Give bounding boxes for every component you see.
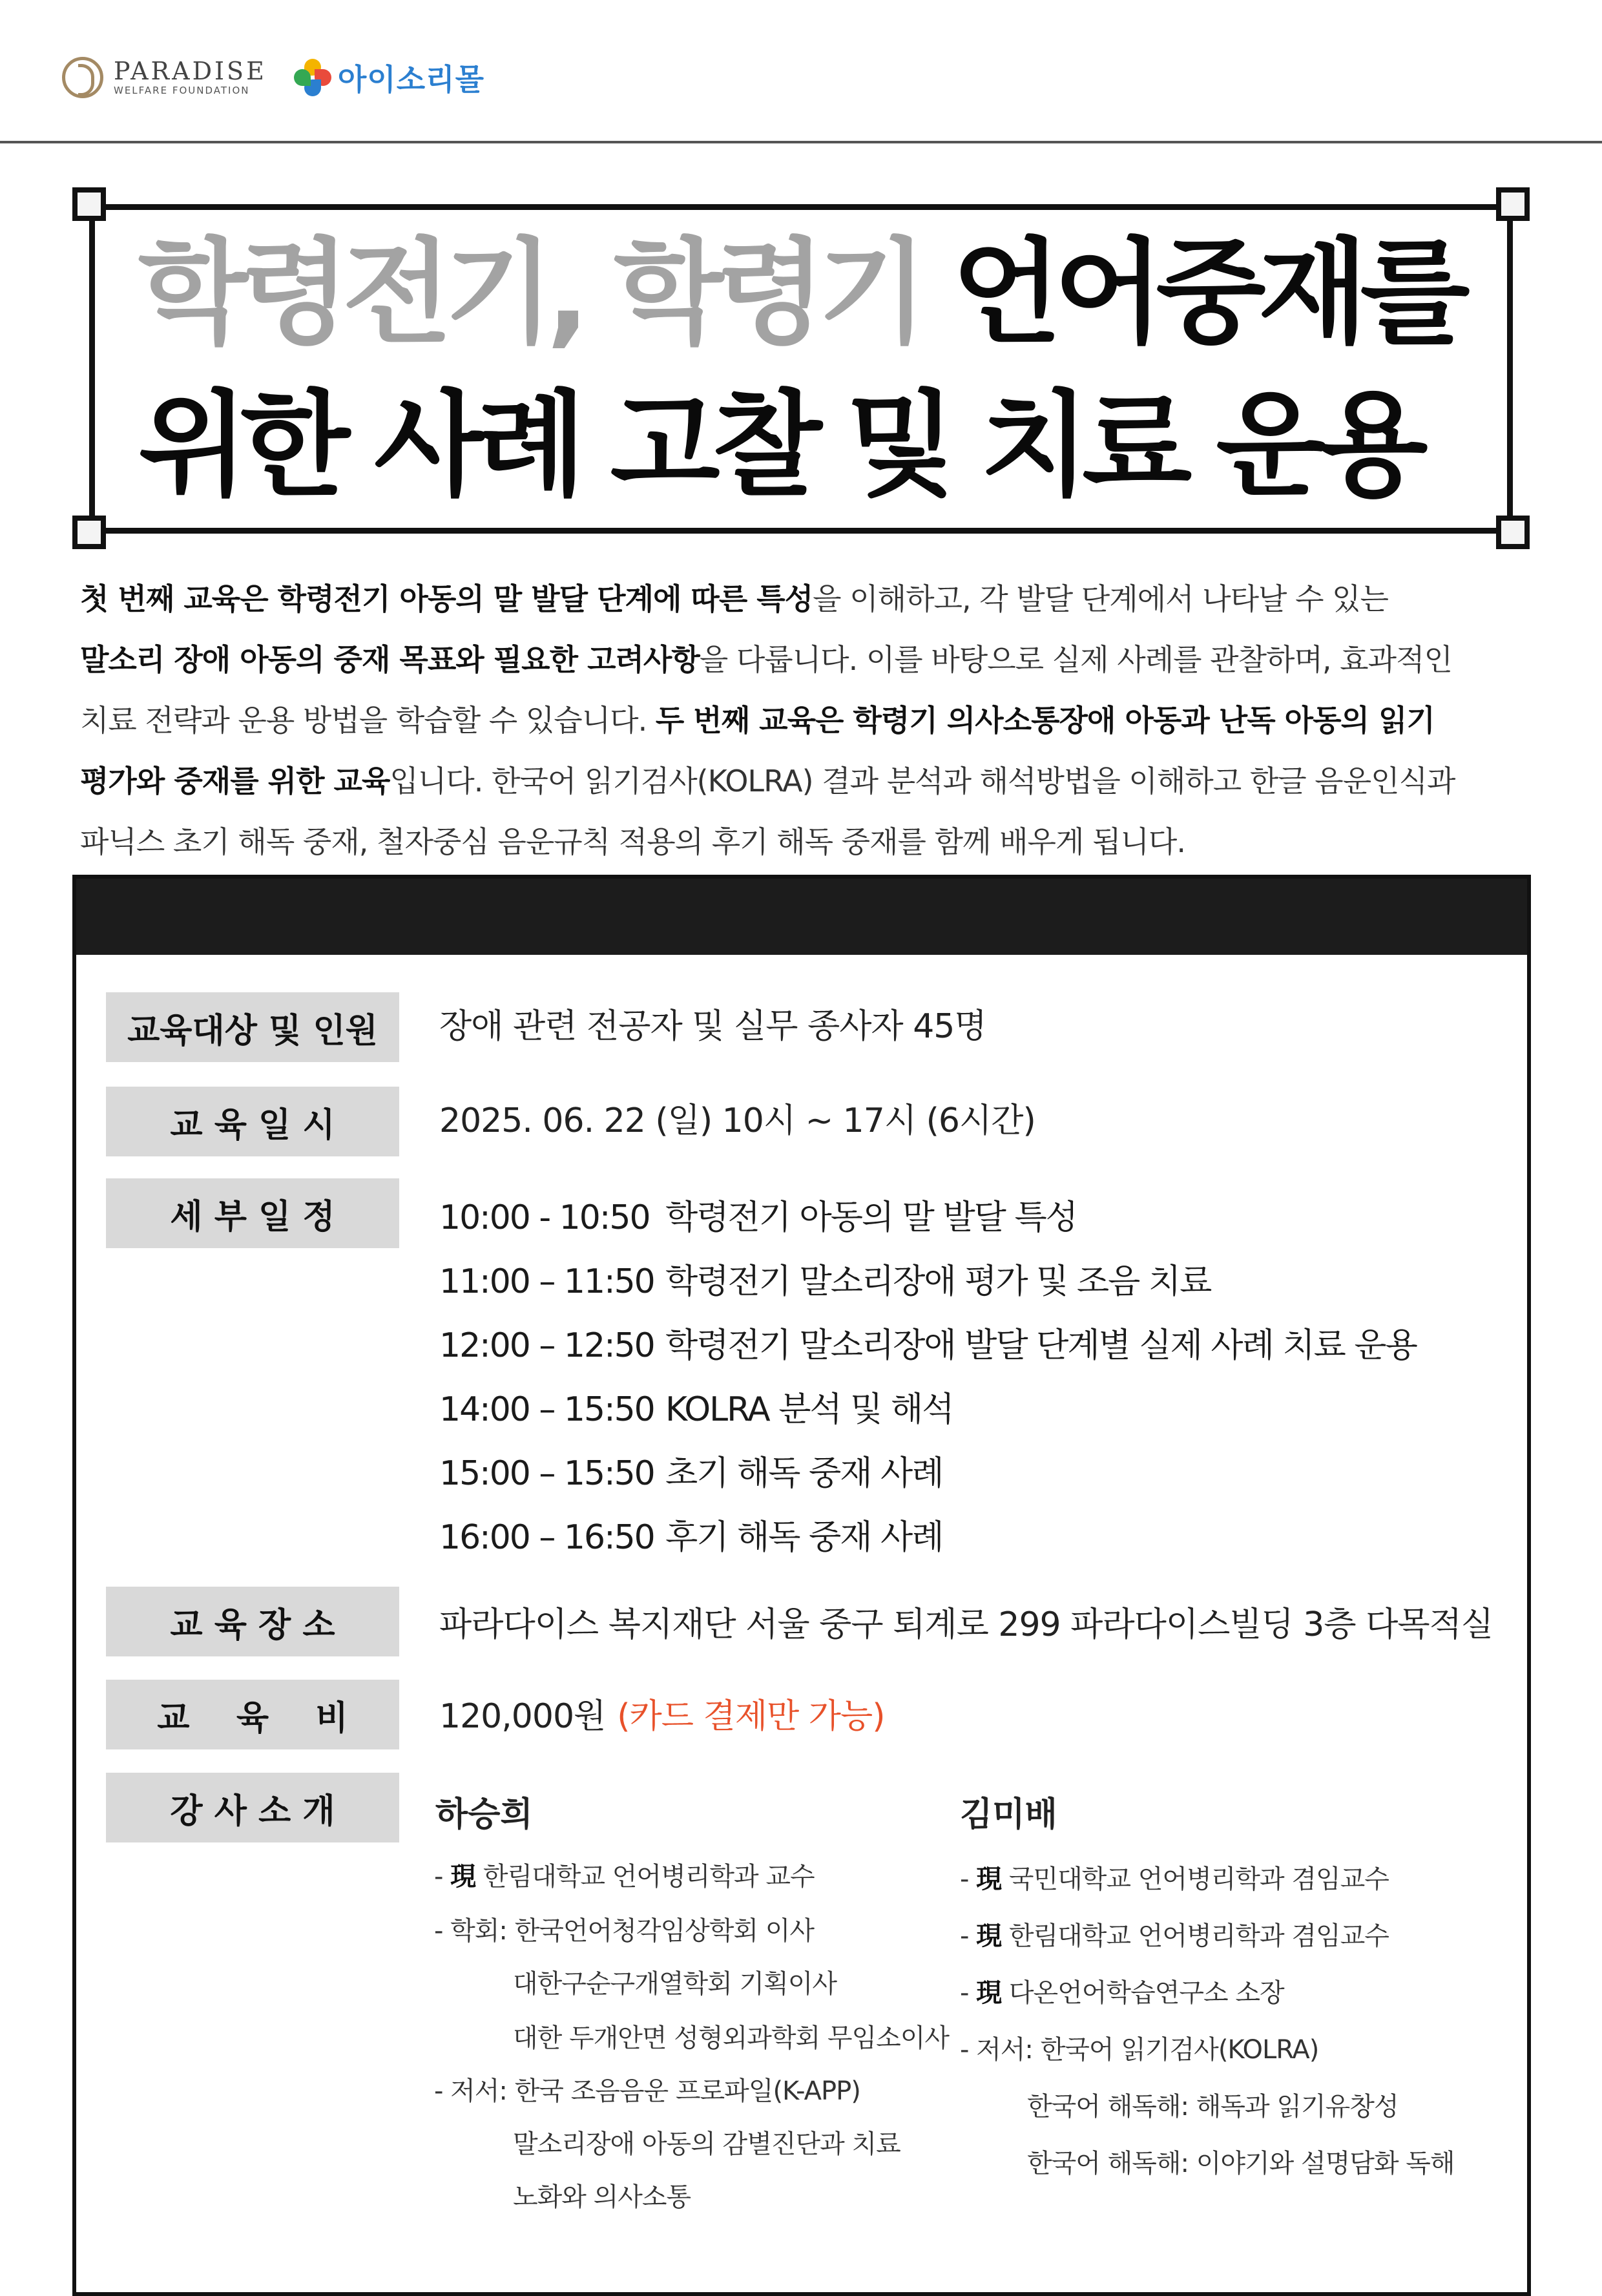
instructor-detail: 한국어 해독해: 해독과 읽기유창성 xyxy=(1027,2092,1399,2122)
instructor-detail: 노화와 의사소통 xyxy=(513,2182,691,2212)
value-date: 2025. 06. 22 (일) 10시 ~ 17시 (6시간) xyxy=(439,1101,1035,1140)
title-black-part: 언어중재를 xyxy=(920,227,1462,359)
paradise-logo-icon xyxy=(62,57,103,98)
label-place: 교 육 장 소 xyxy=(106,1587,399,1656)
instructor-detail: 대한구순구개열학회 기획이사 xyxy=(513,1969,837,1999)
aisori-name: 아이소리몰 xyxy=(337,62,485,97)
flower-logo-icon xyxy=(294,59,331,96)
fee-amount: 120,000원 xyxy=(439,1697,606,1736)
schedule-topic: 초기 해독 중재 사례 xyxy=(665,1454,943,1493)
schedule-time: 11:00 – 11:50 xyxy=(439,1262,654,1301)
label-target: 교육대상 및 인원 xyxy=(106,992,399,1062)
schedule-topic: 학령전기 말소리장애 발달 단계별 실제 사례 치료 운용 xyxy=(665,1326,1417,1365)
header-divider xyxy=(0,141,1602,143)
info-box-header-bar xyxy=(76,879,1527,955)
instructor-detail: 한국어 해독해: 이야기와 설명담화 독해 xyxy=(1027,2149,1455,2178)
frame-corner-tl xyxy=(72,187,106,221)
schedule-time: 12:00 – 12:50 xyxy=(439,1326,654,1365)
label-date: 교 육 일 시 xyxy=(106,1087,399,1156)
instructor-detail: 대한 두개안면 성형외과학회 무임소이사 xyxy=(513,2023,950,2053)
instructor-name: 하승희 xyxy=(435,1795,533,1834)
schedule-time: 15:00 – 15:50 xyxy=(439,1454,654,1493)
title-gray-part: 학령전기, 학령기 xyxy=(138,227,921,359)
label-fee: 교 육 비 xyxy=(106,1680,399,1749)
intro-line-3: 치료 전략과 운용 방법을 학습할 수 있습니다. 두 번째 교육은 학령기 의사소통장애 아동과 난독 아동의 읽기 xyxy=(80,703,1435,738)
instructor-detail: - 학회: 한국언어청각임상학회 이사 xyxy=(434,1916,815,1946)
schedule-row xyxy=(439,1195,1077,1240)
instructor-detail: 말소리장애 아동의 감별진단과 치료 xyxy=(513,2129,900,2159)
label-schedule: 세 부 일 정 xyxy=(106,1178,399,1248)
logo-row xyxy=(62,52,484,103)
schedule-topic: 후기 해독 중재 사례 xyxy=(665,1518,943,1557)
schedule-topic: 학령전기 말소리장애 평가 및 조음 치료 xyxy=(665,1262,1211,1301)
paradise-sub: WELFARE FOUNDATION xyxy=(114,85,250,96)
instructor-detail: - 現 다온언어학습연구소 소장 xyxy=(960,1978,1284,2008)
value-place: 파라다이스 복지재단 서울 중구 퇴계로 299 파라다이스빌딩 3층 다목적실 xyxy=(439,1605,1493,1644)
instructor-name: 김미배 xyxy=(960,1795,1057,1834)
fee-note: (카드 결제만 가능) xyxy=(617,1697,885,1736)
frame-corner-br xyxy=(1496,516,1530,549)
value-target: 장애 관련 전공자 및 실무 종사자 45명 xyxy=(439,1007,986,1046)
schedule-row xyxy=(439,1515,942,1560)
instructor-detail: - 저서: 한국어 읽기검사(KOLRA) xyxy=(960,2035,1319,2065)
intro-line-4: 평가와 중재를 위한 교육입니다. 한국어 읽기검사(KOLRA) 결과 분석과 해석방법을 이해하고 한글 음운인식과 xyxy=(80,764,1455,798)
schedule-topic: KOLRA 분석 및 해석 xyxy=(665,1390,953,1429)
intro-line-1: 첫 번째 교육은 학령전기 아동의 말 발달 단계에 따른 특성을 이해하고, 각 발달 단계에서 나타날 수 있는 xyxy=(80,581,1388,616)
schedule-topic: 학령전기 아동의 말 발달 특성 xyxy=(665,1198,1077,1237)
schedule-row xyxy=(439,1387,953,1432)
page-title-line2: 위한 사례 고찰 및 치료 운용 xyxy=(138,379,1420,512)
aisori-logo xyxy=(294,56,484,99)
paradise-logo-text xyxy=(114,58,267,97)
intro-paragraph xyxy=(80,569,1540,872)
instructor-detail: - 저서: 한국 조음음운 프로파일(K-APP) xyxy=(434,2076,860,2106)
intro-line-2: 말소리 장애 아동의 중재 목표와 필요한 고려사항을 다룹니다. 이를 바탕으로 실제 사례를 관찰하며, 효과적인 xyxy=(80,642,1452,677)
frame-corner-bl xyxy=(72,516,106,549)
instructor-detail: - 現 한림대학교 언어병리학과 겸임교수 xyxy=(960,1921,1389,1951)
label-instructors: 강 사 소 개 xyxy=(106,1773,399,1842)
schedule-time: 16:00 – 16:50 xyxy=(439,1518,654,1557)
schedule-row xyxy=(439,1323,1417,1368)
intro-line-5: 파닉스 초기 해독 중재, 철자중심 음운규칙 적용의 후기 해독 중재를 함께 배우게 됩니다. xyxy=(80,824,1185,859)
schedule-row xyxy=(439,1259,1211,1304)
schedule-time: 10:00 - 10:50 xyxy=(439,1198,650,1237)
schedule-time: 14:00 – 15:50 xyxy=(439,1390,654,1429)
page-title-line1 xyxy=(138,229,1462,358)
instructor-detail: - 現 국민대학교 언어병리학과 겸임교수 xyxy=(960,1864,1389,1894)
frame-corner-tr xyxy=(1496,187,1530,221)
paradise-name: PARADISE xyxy=(114,57,267,85)
value-fee xyxy=(439,1694,885,1739)
schedule-row xyxy=(439,1451,942,1496)
instructor-detail: - 現 한림대학교 언어병리학과 교수 xyxy=(434,1862,815,1892)
